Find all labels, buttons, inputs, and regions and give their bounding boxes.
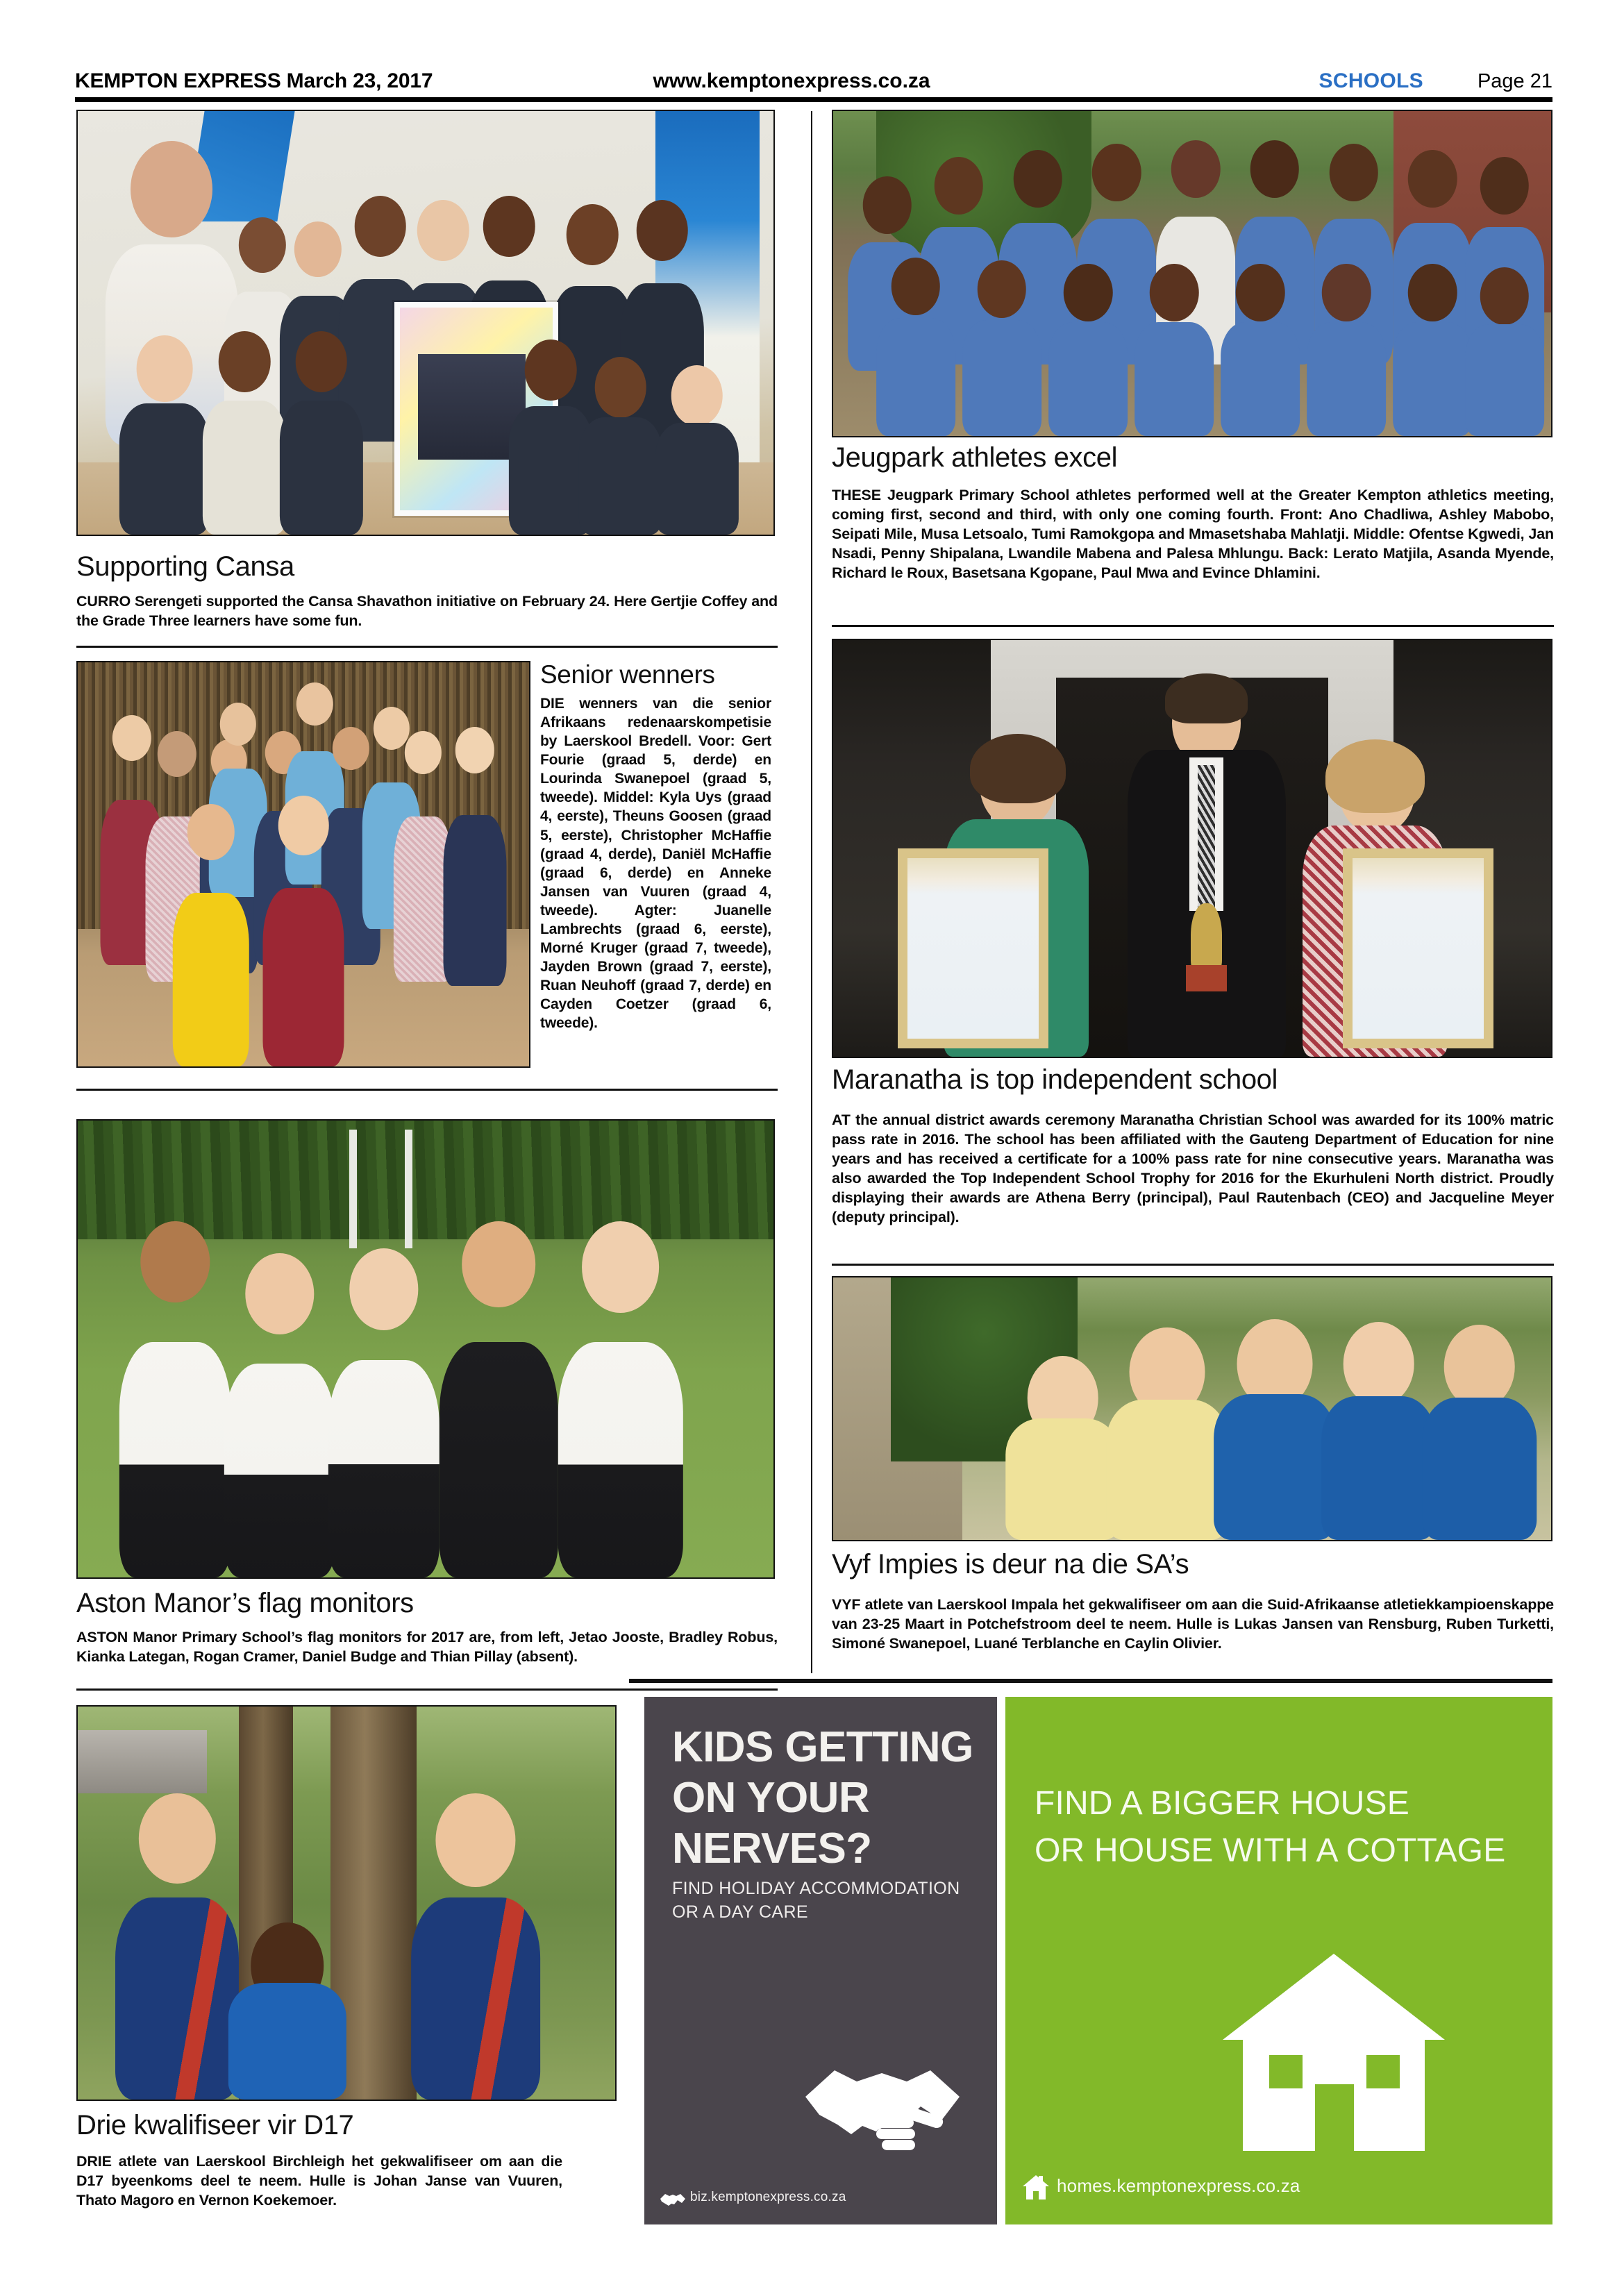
house-small-icon — [1022, 2173, 1050, 2201]
headline-senior-wenners: Senior wenners — [540, 660, 715, 689]
ad-kids-nerves-subhead — [672, 1877, 982, 1925]
headline-drie-kwalifiseer: Drie kwalifiseer vir D17 — [76, 2110, 354, 2140]
masthead-page-number: Page 21 — [1477, 70, 1552, 92]
ad-kids-nerves-subhead-line2: OR A DAY CARE — [672, 1902, 809, 1922]
ad-kids-nerves-headline-line2: ON YOUR — [672, 1774, 870, 1822]
headline-supporting-cansa: Supporting Cansa — [76, 551, 294, 582]
photo-art-jeugpark — [833, 111, 1551, 436]
photo-art-cansa — [78, 111, 773, 535]
ad-bigger-house-headline — [1035, 1780, 1538, 1875]
photo-art-bredell — [78, 662, 529, 1066]
ad-bigger-house-url[interactable]: homes.kemptonexpress.co.za — [1057, 2175, 1300, 2196]
headline-aston-manor-flag-monitors: Aston Manor’s flag monitors — [76, 1588, 414, 1618]
photo-art-maranatha — [833, 640, 1551, 1057]
body-supporting-cansa: CURRO Serengeti supported the Cansa Shavathon initiative on February 24. Here Gertjie Coffey and the Grade Three learners have some fun. — [76, 593, 778, 629]
body-senior-wenners: DIE wenners van die senior Afrikaans redenaarskompetisie by Laerskool Bredell. Voor: Gert Fourie (graad 5, derde) en Lourinda Swanepoel (graad 5, tweede). Middel: Kyla Uys (graad 4, eerste), Theuns Goosen (graad 5, eerste), Christopher McHaffie (graad 4, derde), Daniël McHaffie (graad 6, derde) en Anneke Jansen van Vuuren (graad 4, tweede). Agter: Juanelle Lambrechts (graad 6, eerste), Morné Kruger (graad 7, tweede), Jayden Brown (graad 7, eerste), Ruan Neuhoff (graad 7, derde) en Cayden Coetzer (graad 6, tweede). — [540, 696, 771, 1032]
headline-maranatha-top-school: Maranatha is top independent school — [832, 1064, 1278, 1095]
masthead-date: March 23, 2017 — [286, 69, 433, 92]
house-icon — [1219, 1948, 1448, 2156]
section-divider-left-1 — [76, 646, 778, 648]
masthead-section-label: SCHOOLS — [1319, 69, 1423, 92]
ad-bigger-house-headline-line1: FIND A BIGGER HOUSE — [1035, 1785, 1409, 1822]
ad-kids-nerves-headline — [672, 1722, 976, 1874]
photo-senior-wenners — [76, 661, 530, 1068]
photo-aston-manor-flag-monitors — [76, 1119, 775, 1579]
ad-kids-nerves-subhead-line1: FIND HOLIDAY ACCOMMODATION — [672, 1879, 960, 1898]
photo-jeugpark-athletes — [832, 110, 1552, 437]
ad-bigger-house-headline-line2: OR HOUSE WITH A COTTAGE — [1035, 1832, 1506, 1870]
body-jeugpark-athletes: THESE Jeugpark Primary School athletes performed well at the Greater Kempton athletics meeting, coming first, second and third, with only one coming fourth. Front: Ano Chadliwa, Ashley Mabobo, Seipati Mile, Musa Letsoalo, Tumi Ramokgopa and Mmasetshaba Mahlatji. Middle: Ofentse Kgwedi, Jan Nsadi, Penny Shipalana, Lwandile Mabena and Palesa Mhlungu. Back: Lerato Matjila, Asanda Myende, Richard le Roux, Basetsana Kgopane, Paul Mwa and Evince Dhlamini. — [832, 487, 1554, 581]
ad-kids-nerves-url[interactable]: biz.kemptonexpress.co.za — [690, 2190, 846, 2204]
section-divider-right-2 — [832, 1264, 1554, 1266]
ad-kids-nerves-headline-line3: NERVES? — [672, 1825, 872, 1873]
body-maranatha-top-school: AT the annual district awards ceremony Maranatha Christian School was awarded for its 100% matric pass rate in 2016. The school has been affiliated with the Gauteng Department of Education for nine years and has received a certificate for a 100% pass rate for nine consecutive years. Maranatha was also awarded the Top Independent School Trophy for 2016 for the Ekurhuleni North district. Proudly displaying their awards are Athena Berry (principal), Paul Rautenbach (CEO) and Jacqueline Meyer (deputy principal). — [832, 1112, 1554, 1225]
body-vyf-impies: VYF atlete van Laerskool Impala het gekwalifiseer om aan die Suid-Afrikaanse atletiekkampioenskappe van 23-25 Maart in Potchefstroom deel te neem. Hulle is Lukas Jansen van Rensburg, Ruben Turketti, Simoné Swanepoel, Luané Terblanche en Caylin Olivier. — [832, 1596, 1554, 1652]
ad-kids-nerves-headline-line1: KIDS GETTING — [672, 1723, 973, 1771]
ad-block-top-rule — [629, 1679, 1552, 1683]
photo-supporting-cansa — [76, 110, 775, 536]
masthead-rule — [75, 97, 1552, 102]
photo-maranatha-awards — [832, 639, 1552, 1058]
section-divider-right-1 — [832, 625, 1554, 627]
headline-vyf-impies: Vyf Impies is deur na die SA’s — [832, 1549, 1189, 1579]
section-divider-left-3 — [76, 1689, 778, 1691]
ad-kids-nerves[interactable] — [644, 1697, 997, 2224]
section-divider-left-2 — [76, 1089, 778, 1091]
photo-art-impala — [833, 1277, 1551, 1540]
body-drie-kwalifiseer: DRIE atlete van Laerskool Birchleigh het gekwalifiseer om aan die D17 byeenkoms deel te neem. Hulle is Johan Janse van Vuuren, Thato Magoro en Vernon Koekemoer. — [76, 2153, 562, 2209]
photo-vyf-impies — [832, 1276, 1552, 1541]
handshake-small-icon — [660, 2190, 686, 2208]
headline-jeugpark-athletes: Jeugpark athletes excel — [832, 442, 1118, 473]
ad-bigger-house[interactable] — [1005, 1697, 1552, 2224]
photo-drie-kwalifiseer — [76, 1705, 617, 2101]
column-divider-upper — [811, 111, 812, 1673]
masthead-publication-block — [75, 69, 433, 93]
photo-art-aston-manor — [78, 1121, 773, 1577]
handshake-icon — [798, 2043, 986, 2161]
body-aston-manor-flag-monitors: ASTON Manor Primary School’s flag monitors for 2017 are, from left, Jetao Jooste, Bradley Robus, Kianka Lategan, Rogan Cramer, Daniel Budge and Thian Pillay (absent). — [76, 1629, 778, 1665]
masthead-website[interactable]: www.kemptonexpress.co.za — [653, 69, 930, 92]
masthead — [75, 54, 1552, 93]
photo-art-birchleigh — [78, 1707, 615, 2100]
masthead-publication-name: KEMPTON EXPRESS — [75, 69, 281, 92]
